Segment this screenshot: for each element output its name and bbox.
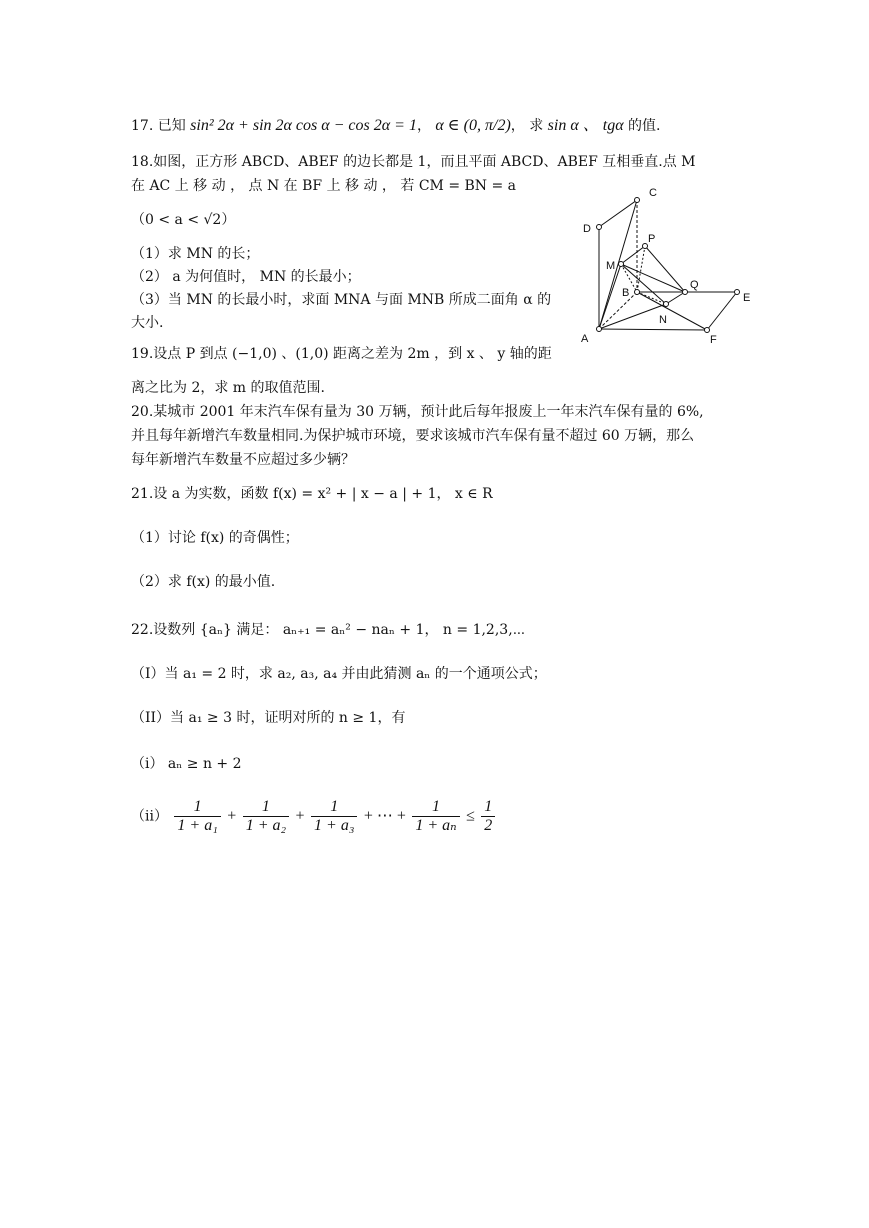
point-E [735, 290, 740, 295]
numerator: 1 [174, 798, 220, 817]
point-N [664, 302, 669, 307]
equation: sin² 2α + sin 2α cos α − cos 2α = 1 [190, 117, 417, 134]
subpart-label: （ii） [131, 808, 168, 825]
segment-PB [637, 246, 645, 292]
label-P: P [648, 233, 656, 245]
text: 已知 [157, 118, 186, 134]
geometry-figure [570, 182, 760, 352]
point-C [635, 198, 640, 203]
fraction [481, 798, 495, 835]
point-M [619, 262, 624, 267]
numerator: 1 [412, 798, 459, 817]
target: sin α 、 tgα [547, 117, 624, 134]
question-21-sub1: （1）讨论 f(x) 的奇偶性； [131, 530, 299, 546]
denominator: 1 + a₁ [177, 817, 218, 834]
question-number: 18. [131, 154, 154, 170]
text: 设 a 为实数，函数 f(x) = x² + | x − a | + 1， x ∈ R [153, 486, 493, 502]
label-N: N [659, 314, 667, 326]
question-22-subpart-ii [131, 798, 497, 835]
segment-MP [621, 246, 645, 264]
numerator: 1 [311, 798, 357, 817]
question-20-line3: 每年新增汽车数量不应超过多少辆？ [131, 452, 355, 468]
segment-MQ [621, 264, 685, 292]
segment-PQ [645, 246, 685, 292]
question-21-line1 [131, 484, 493, 504]
label-C: C [649, 187, 657, 199]
numerator: 1 [481, 798, 495, 817]
fraction [311, 798, 357, 835]
question-21-sub2: （2）求 f(x) 的最小值. [131, 574, 276, 590]
text: 如图，正方形 ABCD、ABEF 的边长都是 1，而且平面 ABCD、ABEF 互相垂直.点 M [153, 154, 696, 170]
segment-AN [599, 304, 666, 329]
question-number: 20. [131, 404, 154, 420]
question-18-sub1: （1）求 MN 的长； [131, 246, 260, 262]
operator: + [295, 807, 305, 825]
question-20-line1 [131, 402, 704, 422]
question-number: 17. [131, 118, 154, 134]
point-D [597, 225, 602, 230]
question-22-line1 [131, 620, 525, 640]
question-18-line3: （0 < a < √2） [131, 212, 236, 228]
question-19-line1 [131, 344, 552, 364]
operator: + ⋯ + [363, 807, 406, 825]
question-17: 17. 已知 sin² 2α + sin 2α cos α − cos 2α = 1， α ∈ (0, π/2)， 求 sin α 、 tgα 的值. [131, 117, 661, 134]
point-Q [683, 290, 688, 295]
question-18-line2: 在 AC 上 移 动 ， 点 N 在 BF 上 移 动 ， 若 CM = BN = a [131, 178, 517, 194]
question-22-part-ii: （II）当 a₁ ≥ 3 时，证明对所的 n ≥ 1，有 [131, 710, 406, 726]
question-22-subpart-i: （i） aₙ ≥ n + 2 [131, 756, 242, 772]
label-M: M [606, 260, 616, 272]
text: 设点 P 到点 (−1,0) 、(1,0) 距离之差为 2m ，到 x 、 y 轴的距 [153, 346, 552, 362]
question-20-line2: 并且每年新增汽车数量相同.为保护城市环境，要求该城市汽车保有量不超过 60 万辆，那么 [131, 428, 695, 444]
label-Q: Q [690, 279, 699, 291]
question-18-sub3: （3）当 MN 的长最小时，求面 MNA 与面 MNB 所成二面角 α 的 [131, 292, 552, 308]
segment-AM [599, 264, 621, 329]
label-D: D [583, 223, 591, 235]
segment-NQ [666, 292, 685, 304]
question-22-part-i: （I）当 a₁ = 2 时，求 a₂, a₃, a₄ 并由此猜测 aₙ 的一个通项公式； [131, 666, 547, 682]
question-18-sub3b: 大小. [131, 315, 164, 331]
question-number: 22. [131, 622, 154, 638]
edge-AF [599, 329, 707, 330]
point-P [643, 244, 648, 249]
question-18-line1 [131, 152, 696, 172]
denominator: 2 [484, 817, 493, 834]
operator: + [227, 807, 237, 825]
label-B: B [622, 287, 630, 299]
text: 某城市 2001 年末汽车保有量为 30 万辆，预计此后每年报废上一年末汽车保有量的 6%, [153, 404, 704, 420]
point-F [705, 328, 710, 333]
text: 的值. [628, 118, 661, 134]
condition: α ∈ (0, π/2) [435, 117, 511, 134]
edge-DC [599, 200, 637, 227]
fraction [174, 798, 220, 835]
point-B [635, 290, 640, 295]
point-A [597, 327, 602, 332]
question-number: 21. [131, 486, 154, 502]
diagonal-AC [599, 200, 637, 329]
label-A: A [581, 333, 589, 345]
denominator: 1 + a₂ [245, 817, 287, 834]
question-18-sub2: （2） a 为何值时， MN 的长最小； [131, 269, 361, 285]
fraction [412, 798, 459, 835]
numerator: 1 [243, 798, 289, 817]
denominator: 1 + aₙ [415, 817, 457, 834]
edge-FE [707, 292, 737, 330]
segment-BN [637, 292, 666, 304]
question-number: 19. [131, 346, 154, 362]
label-E: E [743, 292, 751, 304]
text: 设数列 {aₙ} 满足： aₙ₊₁ = aₙ² − naₙ + 1， n = 1,2,3,⋯ [153, 622, 526, 638]
fraction [243, 798, 289, 835]
denominator: 1 + a₃ [314, 817, 355, 834]
label-F: F [710, 334, 717, 346]
text: 求 [529, 118, 544, 134]
question-19-line2: 离之比为 2，求 m 的取值范围. [131, 380, 325, 396]
operator: ≤ [466, 807, 475, 825]
